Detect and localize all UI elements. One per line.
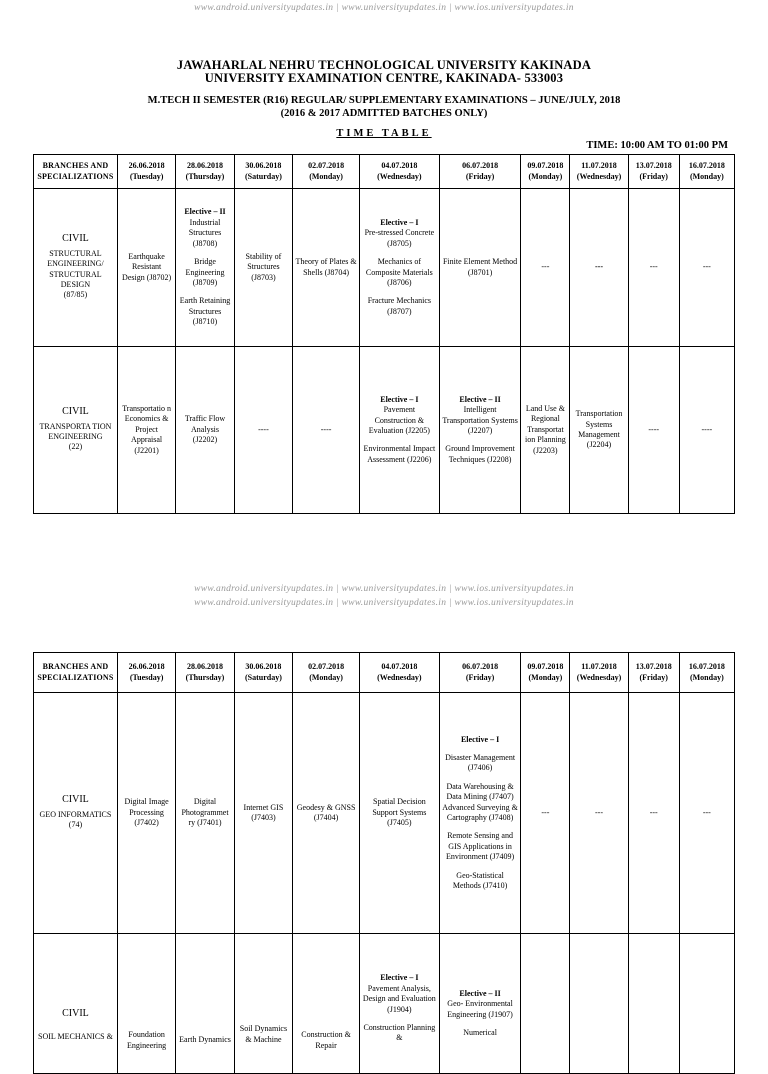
subject-cell: Elective – I Pre-stressed Concrete (J8705) Mechanics of Composite Materials (J8706) Fracture Mechanics (J8707) <box>360 189 440 347</box>
date-header: 13.07.2018 (Friday) <box>628 155 679 189</box>
subject-cell: Foundation Engineering <box>117 934 175 1074</box>
subject-cell: Elective – I Pavement Construction & Evaluation (J2205) Environmental Impact Assessment (J2206) <box>360 347 440 514</box>
exam-centre: UNIVERSITY EXAMINATION CENTRE, KAKINADA- 533003 <box>204 71 564 85</box>
subject-cell: Spatial Decision Support Systems (J7405) <box>360 693 440 934</box>
branch-cell: CIVIL GEO INFORMATICS (74) <box>34 693 118 934</box>
subject-cell: Finite Element Method (J8701) <box>439 189 521 347</box>
date-header: 06.07.2018 (Friday) <box>439 155 521 189</box>
timetable-1 <box>33 154 735 514</box>
watermark-mid-2: www.android.universityupdates.in | www.universityupdates.in | www.ios.universityupdates.in <box>194 598 574 608</box>
date-header: 13.07.2018 (Friday) <box>628 653 679 693</box>
subject-cell: Elective – II Industrial Structures (J8708) Bridge Engineering (J8709) Earth Retaining Structures (J8710) <box>176 189 234 347</box>
subject-cell: Transportation Systems Management (J2204) <box>570 347 628 514</box>
subject-cell: Elective – II Geo- Environmental Engineering (J1907) Numerical <box>439 934 521 1074</box>
subject-cell: Theory of Plates & Shells (J8704) <box>293 189 360 347</box>
watermark-top: www.android.universityupdates.in | www.universityupdates.in | www.ios.universityupdates.in <box>194 3 574 13</box>
date-header: 06.07.2018 (Friday) <box>439 653 521 693</box>
subject-cell: ---- <box>679 347 734 514</box>
date-header: 28.06.2018 (Thursday) <box>176 155 234 189</box>
subject-cell: Digital Photogrammet ry (J7401) <box>176 693 234 934</box>
branch-header: BRANCHES AND SPECIALIZATIONS <box>34 653 118 693</box>
subject-cell: --- <box>570 189 628 347</box>
subject-cell: Internet GIS (J7403) <box>234 693 292 934</box>
date-header: 11.07.2018 (Wednesday) <box>570 653 628 693</box>
date-header: 11.07.2018 (Wednesday) <box>570 155 628 189</box>
date-header: 28.06.2018 (Thursday) <box>176 653 234 693</box>
subject-cell: Construction & Repair <box>293 934 360 1074</box>
exam-time: TIME: 10:00 AM TO 01:00 PM <box>586 140 728 151</box>
date-header: 26.06.2018 (Tuesday) <box>117 653 175 693</box>
subject-cell: --- <box>570 693 628 934</box>
subject-cell: Elective – I Pavement Analysis, Design and Evaluation (J1904) Construction Planning & <box>360 934 440 1074</box>
table-row <box>34 189 735 347</box>
subject-cell <box>679 934 734 1074</box>
subject-cell: Transportatio n Economics & Project Appraisal (J2201) <box>117 347 175 514</box>
subject-cell: Land Use & Regional Transportat ion Planning (J2203) <box>521 347 570 514</box>
table-header-row <box>34 653 735 693</box>
branch-cell: CIVIL STRUCTURAL ENGINEERING/ STRUCTURAL DESIGN (87/85) <box>34 189 118 347</box>
date-header: 16.07.2018 (Monday) <box>679 653 734 693</box>
admitted-batches: (2016 & 2017 ADMITTED BATCHES ONLY) <box>280 108 488 119</box>
table-row <box>34 693 735 934</box>
branch-cell: CIVIL TRANSPORTA TION ENGINEERING (22) <box>34 347 118 514</box>
subject-cell <box>521 934 570 1074</box>
exam-title: M.TECH II SEMESTER (R16) REGULAR/ SUPPLEMENTARY EXAMINATIONS – JUNE/JULY, 2018 <box>147 95 621 106</box>
subject-cell: ---- <box>293 347 360 514</box>
subject-cell: Earthquake Resistant Design (J8702) <box>117 189 175 347</box>
timetable-2 <box>33 652 735 1074</box>
subject-cell: --- <box>628 693 679 934</box>
date-header: 04.07.2018 (Wednesday) <box>360 155 440 189</box>
subject-cell: Stability of Structures (J8703) <box>234 189 292 347</box>
branch-header: BRANCHES AND SPECIALIZATIONS <box>34 155 118 189</box>
subject-cell: Digital Image Processing (J7402) <box>117 693 175 934</box>
date-header: 30.06.2018 (Saturday) <box>234 653 292 693</box>
date-header: 09.07.2018 (Monday) <box>521 653 570 693</box>
subject-cell: --- <box>679 693 734 934</box>
subject-cell: --- <box>628 189 679 347</box>
table-row <box>34 347 735 514</box>
university-name: JAWAHARLAL NEHRU TECHNOLOGICAL UNIVERSITY KAKINADA <box>176 58 592 72</box>
date-header: 02.07.2018 (Monday) <box>293 653 360 693</box>
date-header: 16.07.2018 (Monday) <box>679 155 734 189</box>
table-header-row <box>34 155 735 189</box>
branch-cell: CIVIL SOIL MECHANICS & <box>34 934 118 1074</box>
subject-cell: --- <box>521 189 570 347</box>
subject-cell <box>628 934 679 1074</box>
subject-cell: ---- <box>628 347 679 514</box>
subject-cell: --- <box>679 189 734 347</box>
watermark-mid-1: www.android.universityupdates.in | www.universityupdates.in | www.ios.universityupdates.in <box>194 584 574 594</box>
table-row <box>34 934 735 1074</box>
date-header: 02.07.2018 (Monday) <box>293 155 360 189</box>
subject-cell: Elective – I Disaster Management (J7406) Data Warehousing & Data Mining (J7407) Advanced Surveying & Cartography (J7408) Remote Sensing and GIS Applications in Environment (J7409) Geo-Statistical Methods (J7410) <box>439 693 521 934</box>
subject-cell: Elective – II Intelligent Transportation Systems (J2207) Ground Improvement Techniques (J2208) <box>439 347 521 514</box>
subject-cell: --- <box>521 693 570 934</box>
date-header: 09.07.2018 (Monday) <box>521 155 570 189</box>
date-header: 26.06.2018 (Tuesday) <box>117 155 175 189</box>
subject-cell: Soil Dynamics & Machine <box>234 934 292 1074</box>
date-header: 04.07.2018 (Wednesday) <box>360 653 440 693</box>
subject-cell <box>570 934 628 1074</box>
subject-cell: Earth Dynamics <box>176 934 234 1074</box>
timetable-heading: TIME TABLE <box>336 128 432 139</box>
subject-cell: Traffic Flow Analysis (J2202) <box>176 347 234 514</box>
subject-cell: ---- <box>234 347 292 514</box>
date-header: 30.06.2018 (Saturday) <box>234 155 292 189</box>
subject-cell: Geodesy & GNSS (J7404) <box>293 693 360 934</box>
